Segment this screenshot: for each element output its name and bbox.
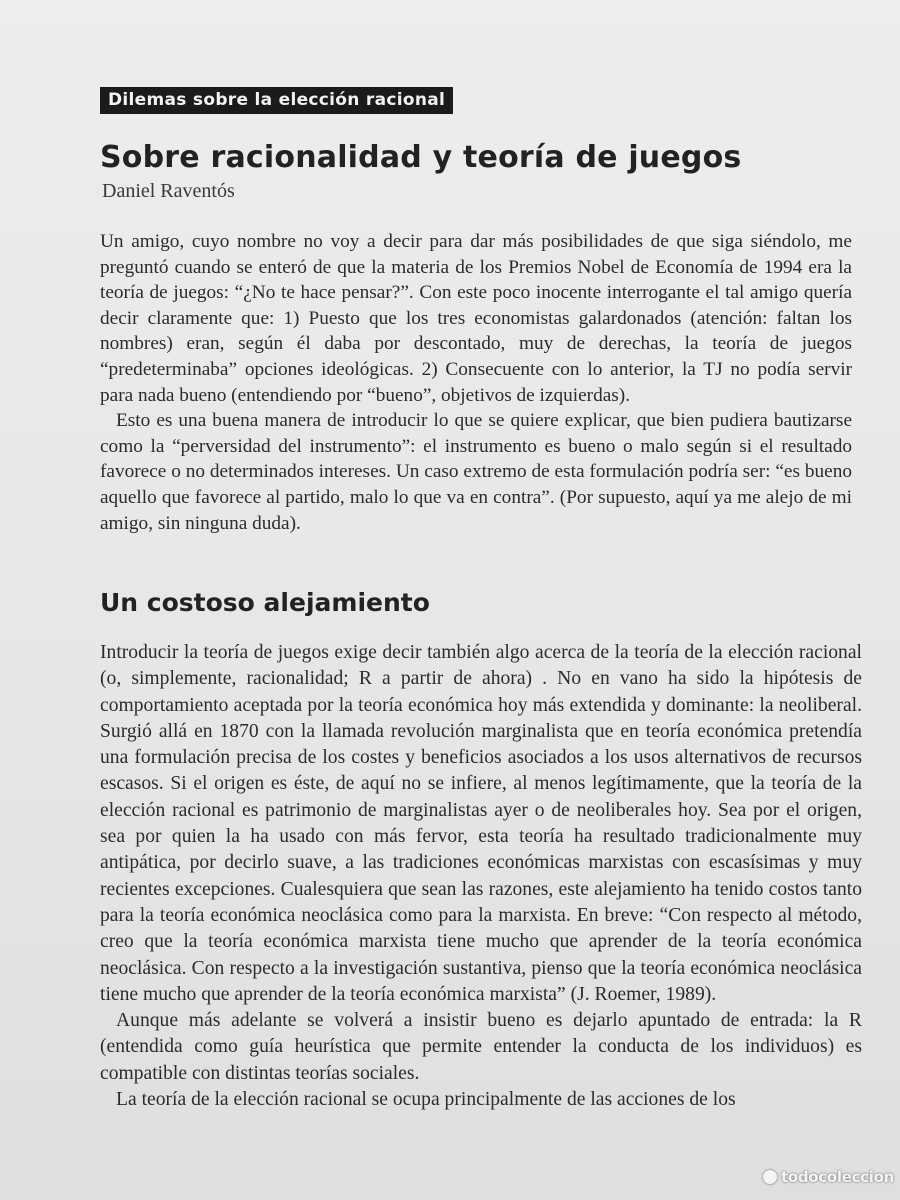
- section-kicker: Dilemas sobre la elección racional: [100, 87, 453, 114]
- section-paragraph: Aunque más adelante se volverá a insistir bueno es dejarlo apuntado de entrada: la R (entendida como guía heurística que permite entender la conducta de los individuos) es compatible con distintas teorías sociales.: [100, 1010, 862, 1084]
- section-text: [100, 640, 862, 1113]
- article-title: Sobre racionalidad y teoría de juegos: [100, 140, 742, 175]
- section-heading: Un costoso alejamiento: [100, 588, 430, 617]
- watermark-text: todocoleccion: [780, 1168, 894, 1186]
- intro-paragraph: Un amigo, cuyo nombre no voy a decir para dar más posibilidades de que siga siéndolo, me preguntó cuando se enteró de que la materia de los Premios Nobel de Economía de 1994 era la teoría de juegos: “¿No te hace pensar?”. Con este poco inocente interrogante el tal amigo quería decir claramente que: 1) Puesto que los tres economistas galardonados (atención: faltan los nombres) eran, según él daba por descontado, muy de derechas, la teoría de juegos “predeterminaba” opciones ideológicas. 2) Consecuente con lo anterior, la TJ no podía servir para nada bueno (entendiendo por “bueno”, objetivos de izquierdas).: [100, 231, 852, 406]
- watermark-logo-icon: [763, 1170, 777, 1184]
- section-paragraph: Introducir la teoría de juegos exige decir también algo acerca de la teoría de la elección racional (o, simplemente, racionalidad; R a partir de ahora) . No en vano ha sido la hipótesis de comportamiento aceptada por la teoría económica hoy más extendida y dominante: la neoliberal. Surgió allá en 1870 con la llamada revolución marginalista que en teoría económica pretendía una formulación precisa de los costes y beneficios asociados a los usos alternativos de recursos escasos. Si el origen es éste, de aquí no se infiere, al menos legítimamente, que la teoría de la elección racional es patrimonio de marginalistas ayer o de neoliberales hoy. Sea por el origen, sea por quien la ha usado con más fervor, esta teoría ha resultado tradicionalmente muy antipática, por decirlo suave, a las tradiciones económicas marxistas con escasísimas y muy recientes excepciones. Cualesquiera que sean las razones, este alejamiento ha tenido costos tanto para la teoría económica neoclásica como para la marxista. En breve: “Con respecto al método, creo que la teoría económica marxista tiene mucho que aprender de la teoría económica neoclásica. Con respecto a la investigación sustantiva, pienso que la teoría económica neoclásica tiene mucho que aprender de la teoría económica marxista” (J. Roemer, 1989).: [100, 642, 862, 1005]
- section-paragraph: La teoría de la elección racional se ocupa principalmente de las acciones de los: [116, 1089, 736, 1111]
- site-watermark: [763, 1168, 894, 1186]
- article-author: Daniel Raventós: [102, 180, 235, 202]
- intro-text: [100, 229, 852, 536]
- intro-paragraph: Esto es una buena manera de introducir lo que se quiere explicar, que bien pudiera bautizarse como la “perversidad del instrumento”: el instrumento es bueno o malo según si el resultado favorece o no determinados intereses. Un caso extremo de esta formulación podría ser: “es bueno aquello que favorece al partido, malo lo que va en contra”. (Por supuesto, aquí ya me alejo de mi amigo, sin ninguna duda).: [100, 410, 852, 534]
